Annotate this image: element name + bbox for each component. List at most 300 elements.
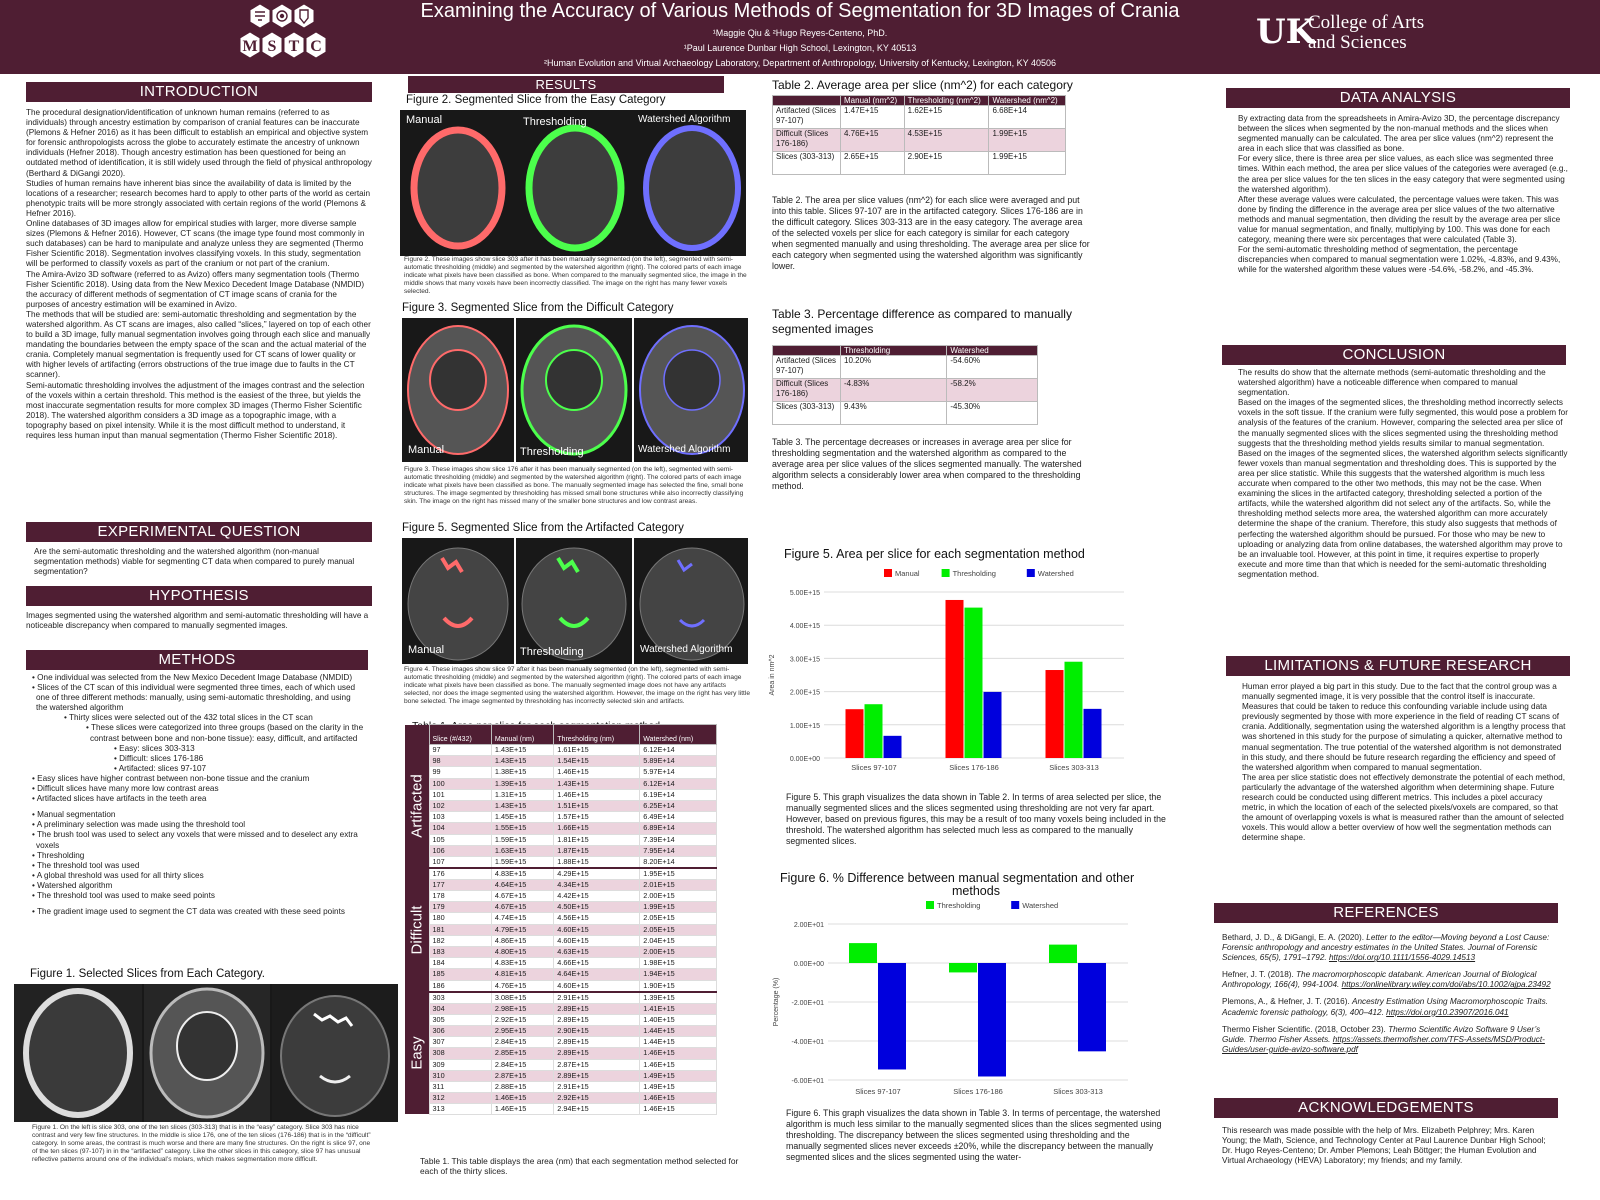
table-cell: 7.39E+14 [640,834,717,845]
table-cell: 4.29E+15 [554,868,640,880]
y-tick-label: 3.00E+15 [789,656,820,664]
table-cell: 105 [429,834,491,845]
table-cell: 3.08E+15 [491,992,553,1004]
table-cell: 1.46E+15 [640,1093,717,1104]
table-cell: 185 [429,969,491,980]
table-cell: 4.42E+15 [554,891,640,902]
figure-5-bar-chart [769,544,1176,774]
y-tick-label: 5.00E+15 [789,590,820,597]
table-cell: 311 [429,1081,491,1092]
table-row [405,845,717,856]
introduction-paragraph: The methods that will be studied are: semi-automatic thresholding and segmentation by the watershed algorithm. As CT scans are images, also called “slices,” layered on top of each other to build a 3D image, fully manual segmentation involves going through each slice and manually mandating the boundaries between the empty space of the scan and the actual material of the crania. Completely manual segmentation is frequently used for CT scans of lower quality or with higher levels of artifacting (errors obstructions of the true image due to faults in the CT scanner). [26,309,371,380]
figure-2-caption: Figure 2. These images show slice 303 after it has been manually segmented (on the left), segmented with semi-automatic thresholding (middle) and segmented by the watershed algorithm (right). The colored parts of each image indicate what pixels have been classified as bone. When compared to the manually segmented slice, the image in the middle shows that many voxels have been incorrectly classified. The image on the right has many fewer voxels selected. [404,256,747,295]
table-row [405,800,717,811]
table-cell: 97 [429,745,491,756]
table-1-header: Slice (#/432) [429,725,491,745]
data-analysis-paragraph: For the semi-automatic thresholding method of segmentation, the percentage discrepancies when compared to manual segmentation were 1.02%, -4.83%, and 9.43%, while for the watershed algorithm these values were -54.6%, -58.2%, and -45.3%. [1238,245,1561,275]
table-cell: 99 [429,767,491,778]
figure-2-image [400,110,746,256]
table-cell: 2.87E+15 [491,1070,553,1081]
bar-manual [946,600,964,758]
x-category-label: Slices 176-186 [949,763,999,772]
table-cell: 1.43E+15 [491,745,553,756]
methods-item: • Watershed algorithm [32,880,113,890]
figure-6-caption: Figure 6. This graph visualizes the data shown in Table 3. In terms of percentage, the watershed algorithm is much less similar to the manually segmented slices than the slices segmented using thresholding. The discrepancy between the slices segmented using thresholding and the manually segmented slices never exceeds ±20%, while the discrepancy between the manually segmented slices and the slices segmented using the water- [786,1108,1162,1162]
table3-header: Thresholding [841,346,947,356]
table-cell: 6.12E+14 [640,778,717,789]
data-analysis-heading: DATA ANALYSIS [1226,88,1570,108]
table-cell: 2.88E+15 [491,1081,553,1092]
table-cell: 2.91E+15 [554,992,640,1004]
table-cell: 102 [429,800,491,811]
table-cell: 4.50E+15 [554,902,640,913]
figure-3-caption: Figure 3. These images show slice 176 after it has been manually segmented (on the left), segmented with semi-automatic thresholding (middle) and segmented by the watershed algorithm (right). The colored parts of each image indicate what pixels have been classified as bone. The manually segmented image has selected the fine, small bone structures. The image segmented by thresholding has missed small bone structures while also incorrectly classifying skin. The image on the right has missed many of the smaller bone structures and low contrast areas. [404,466,744,505]
table-cell: 1.49E+15 [640,1070,717,1081]
table-row [405,891,717,902]
table-cell: 6.49E+14 [640,812,717,823]
table-1-header: Manual (nm) [491,725,553,745]
bar-thresholding [849,943,877,963]
table-cell: 180 [429,913,491,924]
table-cell: 308 [429,1048,491,1059]
table-row [405,1014,717,1025]
table-cell: 4.74E+15 [491,913,553,924]
methods-item: • Easy slices have higher contrast between non-bone tissue and the cranium [32,773,310,783]
table-cell: 313 [429,1104,491,1115]
table-cell: 1.63E+15 [491,845,553,856]
table-cell: Difficult (Slices 176-186) [773,129,841,152]
table-cell: 4.34E+15 [554,879,640,890]
table-cell: 1.90E+15 [640,980,717,992]
table-cell: 181 [429,924,491,935]
y-tick-label: 1.00E+15 [789,722,820,730]
table-cell: 5.97E+14 [640,767,717,778]
table-row [405,947,717,958]
table-row [405,756,717,767]
table-cell: 1.44E+15 [640,1025,717,1036]
table-cell: -54.60% [947,356,1038,379]
table-cell: 1.47E+15 [841,106,905,129]
figure-5-image-title: Figure 5. Segmented Slice from the Artifacted Category [402,522,684,534]
table-cell: 1.61E+15 [554,745,640,756]
table-cell: 305 [429,1014,491,1025]
y-tick-label: -4.00E+01 [791,1039,824,1046]
segmented-difficult-slices [402,318,748,462]
table-cell: -58.2% [947,379,1038,402]
legend-swatch [1011,901,1019,909]
table-cell: 184 [429,958,491,969]
bar-watershed [878,963,906,1069]
poster-header [0,0,1600,74]
table-cell: 2.85E+15 [491,1048,553,1059]
table2-header [773,96,841,106]
table-cell: 1.98E+15 [640,958,717,969]
methods-item: • The gradient image used to segment the CT data was created with these seed points [32,907,345,917]
legend-label: Thresholding [937,901,981,910]
legend-swatch [926,901,934,909]
table-row [405,1003,717,1014]
table-cell: 310 [429,1070,491,1081]
table-cell: 2.05E+15 [640,924,717,935]
figure-5-image [402,538,748,664]
table-cell: 1.39E+15 [491,778,553,789]
table-cell: 2.92E+15 [491,1014,553,1025]
table-cell: 1.88E+15 [554,856,640,868]
table-cell: 176 [429,868,491,880]
affiliation-2: ²Human Evolution and Virtual Archaeology Laboratory, Department of Anthropology, University of Kentucky, Lexington, KY 40506 [544,58,1056,68]
methods-item: • Difficult: slices 176-186 [114,753,204,763]
table-row [773,379,1038,402]
x-category-label: Slices 97-107 [851,763,897,772]
table-cell: 177 [429,879,491,890]
figure-3-label-thresholding: Thresholding [520,446,584,458]
table-cell: 186 [429,980,491,992]
figure-5-image-label-manual: Manual [408,644,445,656]
logo-letter-t: T [288,38,300,55]
y-tick-label: 2.00E+15 [789,689,820,697]
poster-title: Examining the Accuracy of Various Methods of Segmentation for 3D Images of Crania [420,0,1180,22]
bar-thresholding [965,608,983,758]
methods-item: • The brush tool was used to select any voxels that were missed and to deselect any extra voxels [32,830,358,850]
table-cell: 101 [429,789,491,800]
table-1-header: Watershed (nm) [640,725,717,745]
table-row [405,1037,717,1048]
table-cell: 1.46E+15 [640,1059,717,1070]
table-row [405,1093,717,1104]
figure-1-image [14,984,398,1122]
reference-link[interactable]: https://doi.org/10.23907/2016.041 [1386,1007,1509,1017]
table-cell: Artifacted (Slices 97-107) [773,356,841,379]
table-cell: 304 [429,1003,491,1014]
references-list [1222,933,1558,1062]
table-cell: 98 [429,756,491,767]
table-row [405,767,717,778]
table-cell: 1.44E+15 [640,1037,717,1048]
chart-title: Figure 5. Area per slice for each segmentation method [784,547,1085,561]
table-cell: 1.43E+15 [491,800,553,811]
table-row [405,992,717,1004]
legend-label: Thresholding [952,569,996,578]
figure-1-caption: Figure 1. On the left is slice 303, one of the ten slices (303-313) that is in the “easy” category. Slice 303 has nice contrast and very few fine structures. In the middle is slice 176, one of the ten slices (176-186) that is in the “difficult” category. In some areas, the contrast is much worse and there are many fine structures. On the right is slice 97, one of the ten slices (97-107) in in the “artifacted” category. Like the other slices in this category, slice 97 has unusual reflective patterns around one of the individual’s molars, which makes segmentation more difficult. [32,1124,371,1163]
y-tick-label: -2.00E+01 [791,1000,824,1007]
table-cell: 6.19E+14 [640,789,717,800]
table-cell: 1.41E+15 [640,1003,717,1014]
table-cell: 1.99E+15 [989,152,1066,175]
conclusion-paragraph: The results do show that the alternate methods (semi-automatic thresholding and the watershed algorithm) have a noticeable difference when compared to manual segmentation. [1238,368,1546,398]
table-row [405,789,717,800]
methods-item: • The threshold tool was used to make seed points [32,890,215,900]
table-row [405,1048,717,1059]
table-cell: 2.89E+15 [554,1014,640,1025]
table-cell: 4.64E+15 [491,879,553,890]
college-name: College of Arts and Sciences [1308,12,1425,53]
table-cell: 2.87E+15 [554,1059,640,1070]
data-analysis-paragraph: By extracting data from the spreadsheets in Amira-Avizo 3D, the percentage discrepancy between the slices when segmented by the non-manual methods and the slices when segmented manually can be calculated. The area per slice values (nm^2) represent the area in each slice that was classified as bone. [1238,114,1560,154]
figure-3-title: Figure 3. Segmented Slice from the Difficult Category [402,302,674,314]
data-analysis-text [1238,114,1568,276]
table-cell: 2.00E+15 [640,947,717,958]
bar-watershed [884,736,902,758]
table-cell: 303 [429,992,491,1004]
bar-thresholding [949,963,977,972]
table-cell: 2.84E+15 [491,1037,553,1048]
table2-header: Manual (nm^2) [841,96,905,106]
table-cell: 2.89E+15 [554,1003,640,1014]
results-heading: RESULTS [408,76,724,93]
table-row [405,834,717,845]
table-cell: 1.99E+15 [640,902,717,913]
bar-thresholding [1049,945,1077,963]
affiliation-1: ¹Paul Laurence Dunbar High School, Lexington, KY 40513 [683,43,917,53]
segmented-easy-slices [400,110,746,256]
hypothesis-text: Images segmented using the watershed algorithm and semi-automatic thresholding will have a noticeable discrepancy when compared to manually segmented images. [26,611,369,631]
table-cell: 2.95E+15 [491,1025,553,1036]
table-cell: 1.49E+15 [640,1081,717,1092]
introduction-paragraph: The procedural designation/identification of unknown human remains (referred to as individuals) through ancestry estimation by comparison of cranial features can be inaccurate (Plemons & Hefner 2016) as it has been difficult to establish an empirical and objective system for forensic anthropologists across the globe to accurately estimate the ancestry of unknown individuals (Hefner 2018). Though ancestry estimation has been questioned for being an outdated method of identification, it is still widely used through the field of physical anthropology (Berthard & DiGangi 2020). [26,108,372,178]
table-row [773,129,1066,152]
y-tick-label: 0.00E+00 [789,756,820,763]
methods-item: • A global threshold was used for all thirty slices [32,870,204,880]
legend-swatch [1027,569,1035,577]
figure-3-label-watershed: Watershed Algorithm [638,444,731,455]
table-cell: 1.39E+15 [640,992,717,1004]
introduction-paragraph: Online databases of 3D images allow for empirical studies with larger, more diverse sample sizes (Plemons & Hefner 2016). However, CT scans (the image type found most commonly in such databases) can be hard to manipulate and analyze unless they are segmented (Thermo Fisher Scientific 2018). Segmentation involves classifying voxels. In this study, segmentation will be performed to classify voxels as part of the cranium or not part of the cranium. [26,219,365,269]
methods-item: • A preliminary selection was made using the threshold tool [32,820,246,830]
table-cell: 106 [429,845,491,856]
table-row [405,969,717,980]
methods-item: • These slices were categorized into three groups (based on the clarity in the contrast between bone and non-bone tissue): easy, difficult, and artifacted [86,723,364,743]
table-cell: 312 [429,1093,491,1104]
table-row [405,935,717,946]
table-cell: 4.63E+15 [554,947,640,958]
table-cell: 2.00E+15 [640,891,717,902]
limitations-heading: LIMITATIONS & FUTURE RESEARCH [1226,656,1570,676]
table-cell: 4.83E+15 [491,868,553,880]
table-cell: 2.65E+15 [841,152,905,175]
table-cell: 1.57E+15 [554,812,640,823]
table-cell: 1.43E+15 [554,778,640,789]
ct-slices-image [14,984,398,1122]
logo-letter-c: C [310,38,322,55]
table-cell: 6.25E+14 [640,800,717,811]
methods-heading: METHODS [26,650,368,670]
table-cell: 103 [429,812,491,823]
table-cell: 4.60E+15 [554,935,640,946]
introduction-heading: INTRODUCTION [26,82,372,102]
table-3 [772,345,1038,425]
table-cell: 1.66E+15 [554,823,640,834]
table-cell: Difficult (Slices 176-186) [773,379,841,402]
methods-item: • Slices of the CT scan of this individual were segmented three times, each of which used one of three different methods: manually, using semi-automatic thresholding, and using the watershed algorithm [32,683,356,713]
reference-link[interactable]: https://assets.thermofisher.com/TFS-Assets/MSD/Product-Guides/user-guide-avizo-software.pdf [1222,1034,1545,1054]
figure-2-label-watershed: Watershed Algorithm [638,114,731,125]
data-analysis-paragraph: After these average values were calculated, the percentage values were taken. This was done by finding the difference in the average area per slice values of the two alternative methods and manual segmentation, then dividing the result by the average area per slice value for manual segmentation, and finally, multiplying by 100. This was done for each category, meaning there were six percentages that were calculated (Table 3). [1238,194,1561,245]
table-cell: 1.46E+15 [554,767,640,778]
table-cell: 2.89E+15 [554,1070,640,1081]
table-cell: 2.98E+15 [491,1003,553,1014]
methods-item: • Artifacted: slices 97-107 [114,763,207,773]
table-cell: 104 [429,823,491,834]
table2-header: Watershed (nm^2) [989,96,1066,106]
table-cell: 6.12E+14 [640,745,717,756]
conclusion-paragraph: Based on the images of the segmented slices, the watershed algorithm selects significantly fewer voxels than manual segmentation and thresholding does. This is supported by the area per slice statistic. While this suggests that the watershed algorithm is much less accurate when compared to the other two methods, this may not be the case. When examining the slices in the artifacted category, thresholding selected a portion of the artifacts, while the watershed algorithm did not select any of the artifacts. So, while the thresholding method selects more area, the watershed algorithm can more accurately determine the shape of the cranium. Therefore, this study also suggests that methods of perfecting the watershed algorithm should be pursued. For those who may be new to uploading or analyzing data from online databases, the watershed algorithm may prove to be an invaluable tool. However, at this point in time, it requires expertise to properly execute and more time than that which is needed for the semi-automatic thresholding segmentation method. [1238,448,1568,579]
table-cell: 1.87E+15 [554,845,640,856]
table-1-group-label: Easy [405,991,429,1114]
table-row [405,1059,717,1070]
table-cell: 2.94E+15 [554,1104,640,1115]
table-cell: 4.66E+15 [554,958,640,969]
poster-authors: ¹Maggie Qiu & ²Hugo Reyes-Centeno, PhD. [712,28,888,38]
logo-letter-m: M [242,38,258,55]
table-row [405,1104,717,1115]
table-cell: 178 [429,891,491,902]
table-row [773,356,1038,379]
conclusion-heading: CONCLUSION [1222,345,1566,365]
methods-item: • Easy: slices 303-313 [114,743,195,753]
table-3-caption: Table 3. The percentage decreases or increases in average area per slice for thresholding segmentation and the watershed algorithm as compared to the average area per slice values of the slices segmented manually. The watershed algorithm selects a considerably lower area when compared to the thresholding method. [772,437,1082,491]
table-2-caption: Table 2. The area per slice values (nm^2) for each slice were averaged and put into this table. Slices 97-107 are in the artifacted category. Slices 176-186 are in the difficult category. Slices 303-313 are in the easy category. The average area of the selected voxels per slice for each category is similar for each category when segmented manually and using thresholding. The average area per slice for each category when segmented using the watershed algorithm was significantly lower. [772,195,1090,271]
table-cell: 100 [429,778,491,789]
conclusion-paragraph: Based on the images of the segmented slices, the thresholding method incorrectly selects voxels in the soft tissue. If the cranium were fully segmented, this would pose a problem for analysis of the features of the cranium. However, comparing the selected area per slice of the manually segmented slices with the slices segmented using the thresholding method suggests that the thresholding method yields results similar to manual segmentation. [1238,398,1568,448]
figure-2-label-thresholding: Thresholding [523,116,587,128]
table-cell: Artifacted (Slices 97-107) [773,106,841,129]
reference-entry: Bethard, J. D., & DiGangi, E. A. (2020). Letter to the editor—Moving beyond a Lost Cause: Forensic anthropology and ancestry estimates in the United States. Journal of Forensic Sciences, 65(5), 1791–1792. https://doi.org/10.1111/1556-4029.14513 [1222,933,1550,963]
table-cell: 4.80E+15 [491,947,553,958]
table-cell: 2.90E+15 [554,1025,640,1036]
table-cell: -4.83% [841,379,947,402]
table-cell: 7.95E+14 [640,845,717,856]
bar-watershed [978,963,1006,1076]
table-cell: 1.46E+15 [491,1093,553,1104]
acknowledgements-heading: ACKNOWLEDGEMENTS [1214,1098,1558,1118]
bar-watershed [1078,963,1106,1051]
table-cell: Slices (303-313) [773,402,841,425]
table-cell: 2.89E+15 [554,1048,640,1059]
introduction-paragraph: The Amira-Avizo 3D software (referred to as Avizo) offers many segmentation tools (Thermo Fisher Scientific 2018). Using data from the New Mexico Decedent Image Database (NMDID) the accuracy of different methods of segmentation of CT image scans of crania for the purposes of ancestry estimation will be examined in Avizo. [26,269,365,309]
table-row [773,402,1038,425]
table-cell: 1.81E+15 [554,834,640,845]
table-cell: 2.01E+15 [640,879,717,890]
table-cell: 306 [429,1025,491,1036]
table-cell: 1.95E+15 [640,868,717,880]
logo-letter-s: S [267,38,277,55]
table-row [405,924,717,935]
table-cell: 1.94E+15 [640,969,717,980]
figure-5-image-label-thresholding: Thresholding [520,646,584,658]
table-row [405,958,717,969]
figure-2-label-manual: Manual [406,114,443,126]
y-axis-label: Area in nm^2 [769,654,776,696]
experimental-question-heading: EXPERIMENTAL QUESTION [26,522,372,542]
table-row [773,106,1066,129]
y-tick-label: 4.00E+15 [789,623,820,631]
table-cell: Slices (303-313) [773,152,841,175]
table-cell: 4.81E+15 [491,969,553,980]
table-2 [772,95,1066,175]
table-cell: 1.54E+15 [554,756,640,767]
reference-entry: Thermo Fisher Scientific. (2018, October 23). Thermo Scientific Avizo Software 9 User’s Guide. Thermo Fisher Assets. https://assets.thermofisher.com/TFS-Assets/MSD/Product-Guides/user-guide-avizo-software.pdf [1222,1024,1545,1054]
table-cell: 1.99E+15 [989,129,1066,152]
limitations-paragraph: The area per slice statistic does not effectively demonstrate the potential of each method, particularly the advantage of the watershed algorithm when determining shape. Future research could be conducted using different metrics. This includes a pixel accuracy metric, in which the location of each of the selected pixels/voxels are compared, so that the amount of overlapping voxels is what is measured rather than the amount of selected voxels. This would allow a better overview of how well the segmentation methods can determine shape. [1242,772,1565,843]
introduction-paragraph: Semi-automatic thresholding involves the adjustment of the images contrast and the selection of the voxels within a certain threshold. This method is the easiest of the three, but yields the most inaccurate segmentation results for more complex 3D images (Thermo Fisher Scientific 2018). The watershed algorithm considers a 3D image as a topographic image, with a topography based on pixel intensity. While it is the most difficult method to understand, it requires less human input than manual segmentation (Thermo Fisher Scientific 2018). [26,380,365,440]
reference-link[interactable]: https://onlinelibrary.wiley.com/doi/abs/10.1002/ajpa.23492 [1341,980,1551,990]
table-cell: 2.05E+15 [640,913,717,924]
y-tick-label: -6.00E+01 [791,1078,824,1085]
table-row [405,868,717,880]
methods-list [28,673,364,917]
bar-manual [1046,670,1064,758]
table-row [405,778,717,789]
table-cell: 1.45E+15 [491,812,553,823]
table-3-title: Table 3. Percentage difference as compared to manually segmented images [772,307,1072,336]
table-cell: 1.43E+15 [491,756,553,767]
table-cell: 2.89E+15 [554,1037,640,1048]
limitations-text [1242,682,1568,844]
table-cell: 2.84E+15 [491,1059,553,1070]
table-cell: 179 [429,902,491,913]
table-cell: 1.59E+15 [491,856,553,868]
figure-3-label-manual: Manual [408,444,445,456]
figure-5-image-label-watershed: Watershed Algorithm [640,644,733,655]
introduction-paragraph: Studies of human remains have inherent bias since the availability of data is limited by the locations of a researcher; research becomes hard to apply to other parts of the world as certain phenotypic traits will be more strongly associated with certain regions of the world (Plemons & Hefner 2016). [26,178,371,218]
table-cell: 1.40E+15 [640,1014,717,1025]
table-cell: 5.89E+14 [640,756,717,767]
college-logo [1256,12,1456,54]
chart-title: Figure 6. % Difference between manual segmentation and other methods [780,871,1135,898]
table-1-caption: Table 1. This table displays the area (nm) that each segmentation method selected for each of the thirty slices. [420,1156,739,1176]
reference-link[interactable]: https://doi.org/10.1111/1556-4029.14513 [1328,953,1476,963]
methods-item: • The threshold tool was used [32,860,140,870]
table-cell: 1.51E+15 [554,800,640,811]
figure-4-caption: Figure 4. These images show slice 97 after it has been manually segmented (on the left), segmented with semi-automatic thresholding (middle) and segmented by the watershed algorithm (right). The colored parts of each image indicate what pixels have been classified as bone. The manually segmented image does not have any artifacts selected, nor does the image segmented using the watershed algorithm. However, the image on the right has very little bone selected. The image segmented by thresholding has incorrectly selected skin and artifacts. [404,666,750,705]
table-row [405,902,717,913]
table-cell: 1.59E+15 [491,834,553,845]
figure-5-caption: Figure 5. This graph visualizes the data shown in Table 2. In terms of area selected per slice, the manually segmented slices and the slices segmented using thresholding are not very far apart. However, based on previous figures, this may be a result of too many voxels being included in the threshold. The watershed algorithm has selected much less as compared to the manually segmented slices. [786,792,1166,846]
table-cell: 4.56E+15 [554,913,640,924]
table-cell: 107 [429,856,491,868]
table-cell: 6.68E+14 [989,106,1066,129]
table-1-header: Thresholding (nm) [554,725,640,745]
methods-item: • Difficult slices have many more low contrast areas [32,784,219,794]
table-cell: 4.83E+15 [491,958,553,969]
x-category-label: Slices 176-186 [953,1087,1003,1096]
table-cell: 1.46E+15 [640,1104,717,1115]
table-row [405,1081,717,1092]
table-cell: 4.79E+15 [491,924,553,935]
table-2-title: Table 2. Average area per slice (nm^2) for each category [772,78,1073,92]
uk-logo-mark: UK [1256,12,1316,52]
table-cell: -45.30% [947,402,1038,425]
limitations-paragraph: Human error played a big part in this study. Due to the fact that the control group was a manually segmented image, it is very possible that the control itself is inaccurate. Measures that could be taken to reduce this confounding variable include using data previously segmented by those with more experience in the field of reading CT scans of crania. Additionally, segmentation using the watershed algorithm is a lengthy process that was shortened in this study for the purpose of simulating a quicker, alternative method to manual segmentation. The true potential of the watershed algorithm is not demonstrated in this study, and there should be future research regarding the efficiency and speed of the watershed algorithm when compared to manual segmentation. [1242,682,1566,772]
table-cell: 1.31E+15 [491,789,553,800]
figure-6-bar-chart [773,868,1176,1098]
y-tick-label: 2.00E+01 [793,922,824,929]
conclusion-text [1238,368,1568,580]
bar-thresholding [1065,662,1083,758]
table-cell: 4.76E+15 [491,980,553,992]
table-row [405,980,717,992]
table-row [773,152,1066,175]
table-cell: 2.04E+15 [640,935,717,946]
table-cell: 4.67E+15 [491,891,553,902]
x-category-label: Slices 303-313 [1053,1087,1103,1096]
table-row [405,823,717,834]
table-cell: 10.20% [841,356,947,379]
table-cell: 4.60E+15 [554,980,640,992]
table-cell: 1.46E+15 [640,1048,717,1059]
table-cell: 307 [429,1037,491,1048]
methods-item: • Thresholding [32,850,85,860]
